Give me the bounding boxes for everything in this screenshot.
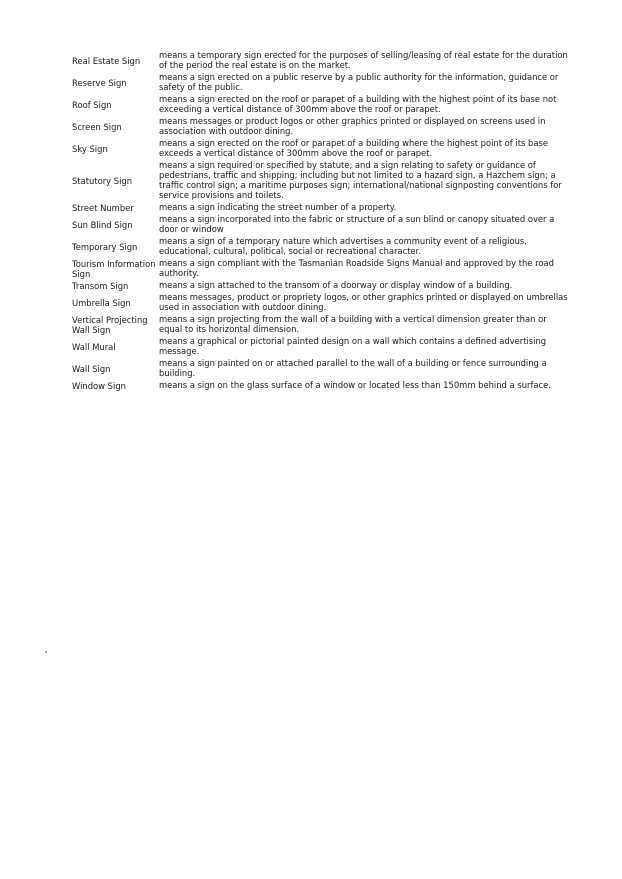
definition-term: Statutory Sign	[72, 176, 133, 186]
definition-description: means a sign painted on or attached parallel to the wall of a building or fence surrounding a building.	[159, 358, 547, 378]
definitions-table	[72, 50, 568, 392]
definition-row	[72, 94, 568, 116]
definition-description: means a sign required or specified by statute; and a sign relating to safety or guidance of pedestrians, traffic and shipping; including but not limited to a hazard sign, a Hazchem sign; a traffic control sign; a maritime purposes sign; international/national signposting conventions for service provisions and toilets.	[159, 160, 562, 200]
definition-row	[72, 314, 568, 336]
definition-term: Sky Sign	[72, 144, 108, 154]
definition-term: Window Sign	[72, 381, 126, 391]
definition-term: Transom Sign	[72, 281, 129, 291]
definition-term: Umbrella Sign	[72, 298, 131, 308]
definition-description: means a sign erected on the roof or parapet of a building where the highest point of its base exceeds a vertical distance of 300mm above the roof or parapet.	[159, 138, 549, 158]
definition-row	[72, 202, 568, 214]
definition-term: Wall Sign	[72, 364, 111, 374]
definition-term: Street Number	[72, 203, 134, 213]
definition-term: Reserve Sign	[72, 78, 127, 88]
definition-row	[72, 292, 568, 314]
definition-term: Temporary Sign	[72, 242, 138, 252]
definition-description: means a graphical or pictorial painted design on a wall which contains a defined advertising message.	[159, 336, 547, 356]
definition-description: means a sign erected on the roof or parapet of a building with the highest point of its base not exceeding a vertical distance of 300mm above the roof or parapet.	[159, 94, 557, 114]
definition-row	[72, 358, 568, 380]
definition-description: means a sign on the glass surface of a window or located less than 150mm behind a surface.	[159, 380, 551, 390]
definition-description: means a sign incorporated into the fabric or structure of a sun blind or canopy situated over a door or window	[159, 214, 555, 234]
definition-row	[72, 380, 568, 392]
definition-term: Roof Sign	[72, 100, 112, 110]
definition-term: Sun Blind Sign	[72, 220, 133, 230]
definition-description: means a sign attached to the transom of a doorway or display window of a building.	[159, 280, 513, 290]
definition-row	[72, 160, 568, 202]
definition-row	[72, 138, 568, 160]
definition-term: Wall Mural	[72, 342, 116, 352]
definition-description: means messages or product logos or other graphics printed or displayed on screens used in association with outdoor dining.	[159, 116, 546, 136]
definition-row	[72, 280, 568, 292]
definition-description: means a sign indicating the street number of a property.	[159, 202, 397, 212]
definition-description: means messages, product or propriety logos, or other graphics printed or displayed on umbrellas used in association with outdoor dining.	[159, 292, 568, 312]
scan-speck	[45, 651, 47, 653]
definition-description: means a sign of a temporary nature which advertises a community event of a religious, educational, cultural, political, social or recreational character.	[159, 236, 527, 256]
definition-term: Vertical Projecting Wall Sign	[72, 315, 148, 335]
definition-row	[72, 116, 568, 138]
definition-row	[72, 72, 568, 94]
definition-description: means a sign compliant with the Tasmanian Roadside Signs Manual and approved by the road authority.	[159, 258, 554, 278]
definition-row	[72, 336, 568, 358]
definition-term: Real Estate Sign	[72, 56, 141, 66]
definition-term: Tourism Information Sign	[72, 259, 156, 279]
definition-row	[72, 236, 568, 258]
definition-row	[72, 50, 568, 72]
definition-row	[72, 258, 568, 280]
definition-description: means a sign projecting from the wall of a building with a vertical dimension greater than or equal to its horizontal dimension.	[159, 314, 547, 334]
definition-row	[72, 214, 568, 236]
definition-description: means a sign erected on a public reserve by a public authority for the information, guidance or safety of the public.	[159, 72, 559, 92]
definition-description: means a temporary sign erected for the purposes of selling/leasing of real estate for the duration of the period the real estate is on the market.	[159, 50, 568, 70]
definition-term: Screen Sign	[72, 122, 122, 132]
